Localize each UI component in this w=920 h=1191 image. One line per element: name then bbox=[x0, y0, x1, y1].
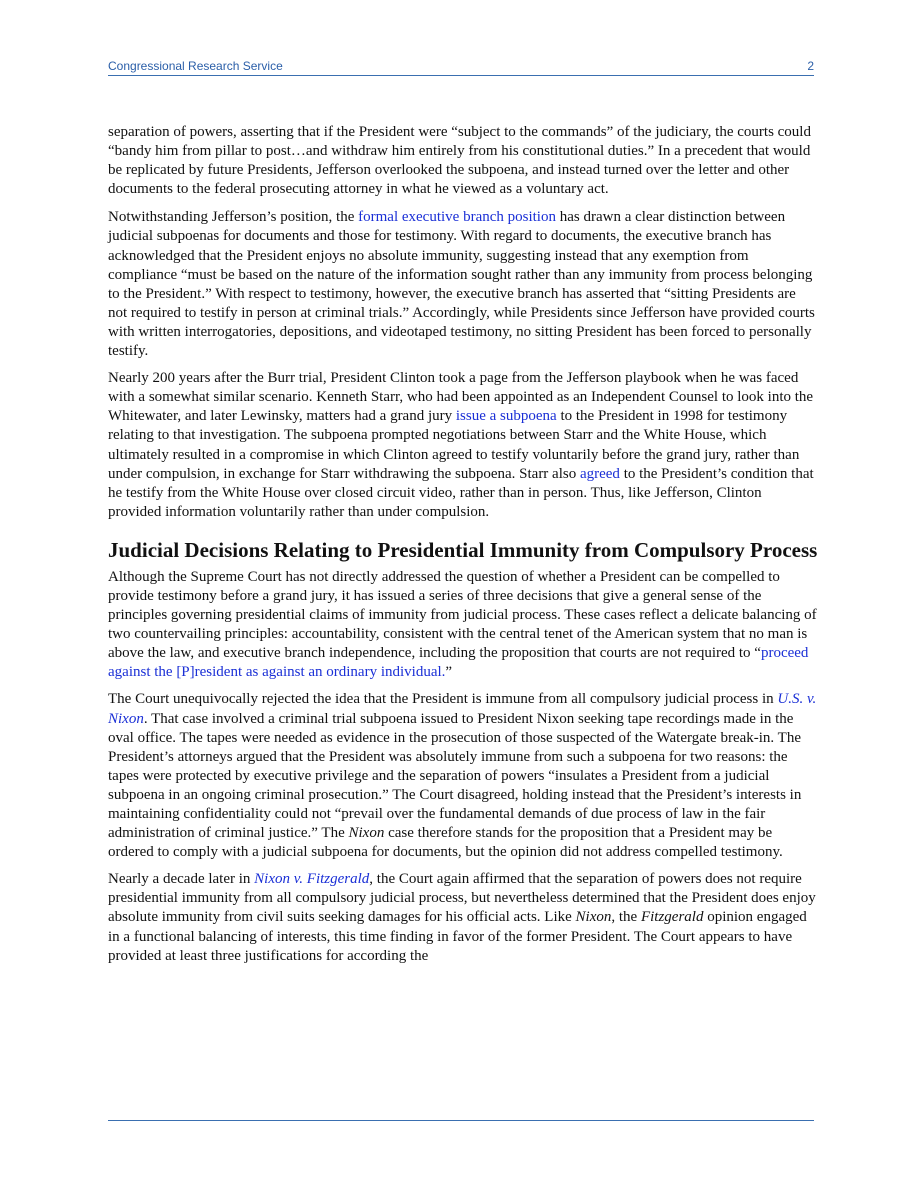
nixon-case-name: Nixon bbox=[348, 825, 385, 842]
paragraph-3-text-end: to the President’s condition that he testify from the White House over closed circuit video, rather than in person. Thus, like Jefferson, Clinton provided information voluntarily rather than under compulsion. bbox=[108, 465, 814, 520]
paragraph-6-text: Nearly a decade later in bbox=[108, 871, 255, 888]
formal-executive-branch-position-link[interactable]: formal executive branch position bbox=[358, 209, 556, 226]
paragraph-6-text-cont: , the Court again affirmed that the separation of powers does not require presidential immunity from all compulsory judicial process, but nevertheless determined that the President does enjoy absolute immunity from civil suits seeking damages for his official acts. Like bbox=[108, 871, 816, 926]
paragraph-6 bbox=[108, 870, 818, 965]
paragraph-3 bbox=[108, 369, 818, 522]
paragraph-5-text-cont: . That case involved a criminal trial subpoena issued to President Nixon seeking tape recordings made in the oval office. The tapes were needed as evidence in the prosecution of those suspected of the Watergate break-in. The President’s attorneys argued that the President was absolutely immune from such a subpoena for two reasons: the tapes were protected by executive privilege and the separation of powers “insulates a President from a judicial subpoena in an ongoing criminal prosecution.” The Court disagreed, holding instead that the President’s interests in maintaining confidentiality could not “prevail over the fundamental demands of due process of law in the fair administration of criminal justice.” The bbox=[108, 710, 802, 842]
paragraph-2 bbox=[108, 208, 818, 361]
paragraph-3-text-cont: to the President in 1998 for testimony relating to that investigation. The subpoena prompted negotiations between Starr and the White House, which ultimately resulted in a compromise in which Clinton agreed to testify voluntarily before the grand jury, rather than under compulsion, in exchange for Starr withdrawing the subpoena. Starr also bbox=[108, 408, 800, 482]
paragraph-4 bbox=[108, 568, 818, 683]
fitzgerald-case-name: Fitzgerald bbox=[640, 909, 704, 926]
document-body bbox=[108, 123, 818, 974]
paragraph-1-text: separation of powers, asserting that if the President were “subject to the commands” of the judiciary, the courts could “bandy him from pillar to post…and withdraw him entirely from his constitutional duties.” In a precedent that would be replicated by future Presidents, Jefferson overlooked the subpoena, and instead turned over the letter and other documents to the federal prosecuting attorney in what he viewed as a voluntary act. bbox=[108, 124, 811, 198]
paragraph-1 bbox=[108, 123, 818, 199]
paragraph-2-text: Notwithstanding Jefferson’s position, the bbox=[108, 209, 359, 226]
header-page-number: 2 bbox=[807, 59, 814, 73]
paragraph-4-text-end: ” bbox=[445, 664, 453, 681]
proceed-against-president-link[interactable]: proceed against the [P]resident as against an ordinary individual. bbox=[108, 645, 809, 681]
paragraph-5-text: The Court unequivocally rejected the idea that the President is immune from all compulsory judicial process in bbox=[108, 691, 778, 708]
us-v-nixon-link-text: U.S. v. Nixon bbox=[108, 691, 817, 727]
issue-a-subpoena-link[interactable]: issue a subpoena bbox=[455, 408, 557, 425]
nixon-v-fitzgerald-link-text: Nixon v. Fitzgerald bbox=[254, 871, 370, 888]
page-header bbox=[108, 59, 814, 76]
nixon-case-name: Nixon bbox=[575, 909, 612, 926]
agreed-link[interactable]: agreed bbox=[579, 465, 620, 482]
paragraph-6-text-cont2: , the bbox=[611, 909, 641, 926]
paragraph-4-text: Although the Supreme Court has not directly addressed the question of whether a President can be compelled to provide testimony before a grand jury, it has issued a series of three decisions that give a general sense of the principles governing presidential claims of immunity from judicial process. These cases reflect a delicate balancing of two countervailing principles: accountability, consistent with the central tenet of the American system that no man is above the law, and executive branch independence, including the proposition that courts are not required to “ bbox=[108, 568, 817, 662]
footer-rule bbox=[108, 1120, 814, 1121]
section-heading: Judicial Decisions Relating to Presidential Immunity from Compulsory Process bbox=[108, 537, 818, 562]
paragraph-6-text-end: opinion engaged in a functional balancing of interests, this time finding in favor of the former President. The Court appears to have provided at least three justifications for according the bbox=[108, 909, 807, 964]
header-org-name: Congressional Research Service bbox=[108, 59, 283, 73]
paragraph-2-text-cont: has drawn a clear distinction between judicial subpoenas for documents and those for testimony. With regard to documents, the executive branch has acknowledged that the President enjoys no absolute immunity, suggesting instead that any exemption from compliance “must be based on the nature of the information sought rather than any immunity from process belonging to the President.” With respect to testimony, however, the executive branch has asserted that “sitting Presidents are not required to testify in person at criminal trials.” Accordingly, while Presidents since Jefferson have provided courts with written interrogatories, depositions, and videotaped testimony, no sitting President has been forced to personally testify. bbox=[108, 209, 815, 360]
paragraph-5 bbox=[108, 690, 818, 862]
paragraph-3-text: Nearly 200 years after the Burr trial, President Clinton took a page from the Jefferson playbook when he was faced with a somewhat similar scenario. Kenneth Starr, who had been appointed as an Independent Counsel to look into the Whitewater, and later Lewinsky, matters had a grand jury bbox=[108, 370, 814, 425]
paragraph-5-text-end: case therefore stands for the proposition that a President may be ordered to comply with a judicial subpoena for documents, but the opinion did not address compelled testimony. bbox=[108, 825, 783, 861]
nixon-v-fitzgerald-link[interactable] bbox=[254, 871, 369, 887]
